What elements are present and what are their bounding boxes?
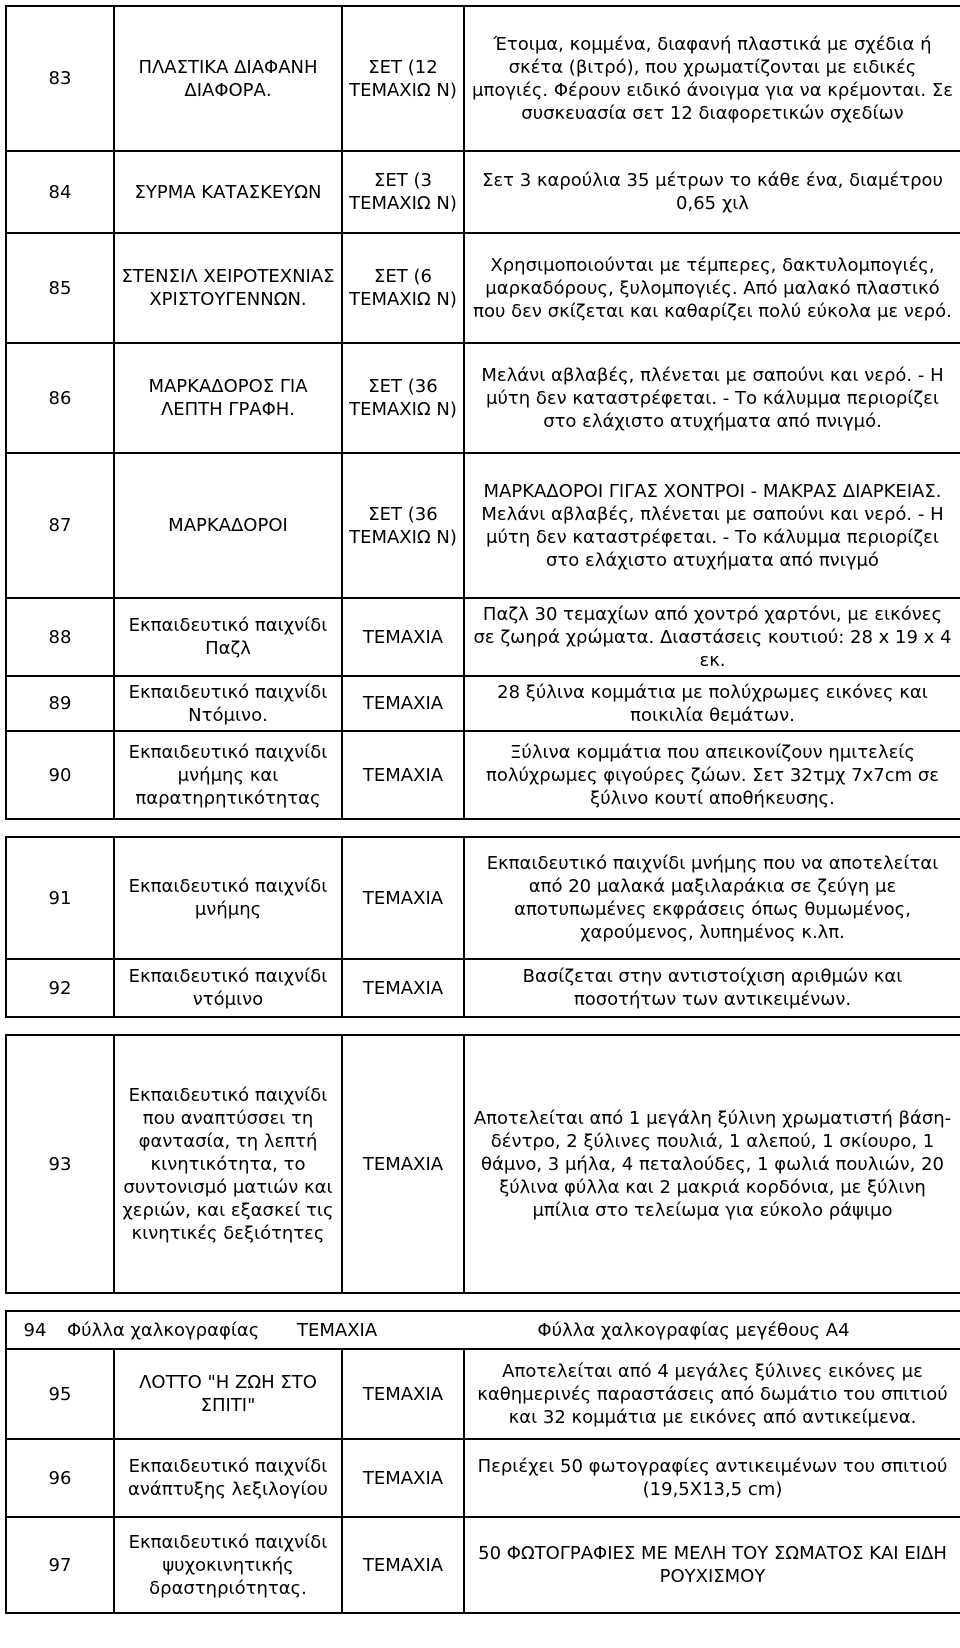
item-unit: ΣΕΤ (36 ΤΕΜΑΧΙΩ Ν): [342, 453, 464, 598]
item-name: Εκπαιδευτικό παιχνίδι μνήμης και παρατηρητικότητας: [114, 731, 342, 819]
item-number: 83: [6, 6, 114, 151]
item-unit: ΤΕΜΑΧΙΑ: [342, 1439, 464, 1517]
item-number: 85: [6, 233, 114, 343]
table-row: [6, 453, 960, 598]
item-name: ΠΛΑΣΤΙΚΑ ΔΙΑΦΑΝΗ ΔΙΑΦΟΡΑ.: [114, 6, 342, 151]
item-name: Εκπαιδευτικό παιχνίδι Παζλ: [114, 598, 342, 676]
table-row: [6, 1439, 960, 1517]
item-unit: ΤΕΜΑΧΙΑ: [342, 1035, 464, 1293]
item-description: Παζλ 30 τεμαχίων από χοντρό χαρτόνι, με εικόνες σε ζωηρά χρώματα. Διαστάσεις κουτιού: 28 x 19 x 4 εκ.: [464, 598, 960, 676]
table-row: [6, 1349, 960, 1439]
gap-cell: [6, 819, 960, 837]
item-name: Εκπαιδευτικό παιχνίδι ανάπτυξης λεξιλογίου: [114, 1439, 342, 1517]
item-description: Εκπαιδευτικό παιχνίδι μνήμης που να αποτελείται από 20 μαλακά μαξιλαράκια σε ζεύγη με αποτυπωμένες εκφράσεις όπως θυμωμένος, χαρούμενος, λυπημένος κ.λπ.: [464, 837, 960, 959]
table-row: [6, 151, 960, 233]
item-unit: ΣΕΤ (3 ΤΕΜΑΧΙΩ Ν): [342, 151, 464, 233]
wide-row-cell: [6, 1311, 960, 1349]
item-unit: ΤΕΜΑΧΙΑ: [342, 1517, 464, 1613]
items-table: [5, 5, 960, 1614]
table-row: [6, 598, 960, 676]
item-number: 96: [6, 1439, 114, 1517]
item-name: Εκπαιδευτικό παιχνίδι ψυχοκινητικής δραστηριότητας.: [114, 1517, 342, 1613]
gap-cell: [6, 1293, 960, 1311]
table-gap: [6, 1293, 960, 1311]
item-name: Εκπαιδευτικό παιχνίδι ντόμινο: [114, 959, 342, 1017]
item-unit: ΤΕΜΑΧΙΑ: [297, 1319, 378, 1341]
table-row: [6, 343, 960, 453]
item-description: ΜΑΡΚΑΔΟΡΟΙ ΓΙΓΑΣ ΧΟΝΤΡΟΙ - ΜΑΚΡΑΣ ΔΙΑΡΚΕΙΑΣ. Μελάνι αβλαβές, πλένεται με σαπούνι και νερό. - Η μύτη δεν καταστρέφεται. - Το κάλυμμα περιορίζει στο ελάχιστο ατυχήματα από πνιγμό: [464, 453, 960, 598]
item-unit: ΣΕΤ (6 ΤΕΜΑΧΙΩ Ν): [342, 233, 464, 343]
item-unit: ΤΕΜΑΧΙΑ: [342, 959, 464, 1017]
item-description: Αποτελείται από 4 μεγάλες ξύλινες εικόνες με καθημερινές παραστάσεις από δωμάτιο του σπιτιού και 32 κομμάτια με εικόνες από αντικείμενα.: [464, 1349, 960, 1439]
item-name: Εκπαιδευτικό παιχνίδι Ντόμινο.: [114, 676, 342, 731]
gap-cell: [6, 1017, 960, 1035]
item-name: Εκπαιδευτικό παιχνίδι μνήμης: [114, 837, 342, 959]
item-description: Φύλλα χαλκογραφίας μεγέθους Α4: [537, 1319, 850, 1341]
item-description: Βασίζεται στην αντιστοίχιση αριθμών και ποσοτήτων των αντικειμένων.: [464, 959, 960, 1017]
item-unit: ΤΕΜΑΧΙΑ: [342, 1349, 464, 1439]
item-description: Αποτελείται από 1 μεγάλη ξύλινη χρωματιστή βάση-δέντρο, 2 ξύλινες πουλιά, 1 αλεπού, 1 σκίουρο, 1 θάμνο, 3 μήλα, 4 πεταλούδες, 1 φωλιά πουλιών, 20 ξύλινα φύλλα και 2 μακριά κορδόνια, με ξύλινη μπίλια στο τελείωμα για εύκολο ράψιμο: [464, 1035, 960, 1293]
item-unit: ΣΕΤ (12 ΤΕΜΑΧΙΩ Ν): [342, 6, 464, 151]
item-description: Ξύλινα κομμάτια που απεικονίζουν ημιτελείς πολύχρωμες φιγούρες ζώων. Σετ 32τμχ 7x7cm σε ξύλινο κουτί αποθήκευσης.: [464, 731, 960, 819]
item-number: 84: [6, 151, 114, 233]
item-name: ΜΑΡΚΑΔΟΡΟΣ ΓΙΑ ΛΕΠΤΗ ΓΡΑΦΗ.: [114, 343, 342, 453]
item-number: 91: [6, 837, 114, 959]
item-name: Εκπαιδευτικό παιχνίδι που αναπτύσσει τη φαντασία, τη λεπτή κινητικότητα, το συντονισμό ματιών και χεριών, και εξασκεί τις κινητικές δεξιότητες: [114, 1035, 342, 1293]
item-name: ΛΟΤΤΟ "Η ΖΩΗ ΣΤΟ ΣΠΙΤΙ": [114, 1349, 342, 1439]
item-number: 92: [6, 959, 114, 1017]
table-row: [6, 1517, 960, 1613]
item-number: 97: [6, 1517, 114, 1613]
table-row: [6, 233, 960, 343]
table-row: [6, 731, 960, 819]
table-row: [6, 1311, 960, 1349]
item-name: ΜΑΡΚΑΔΟΡΟΙ: [114, 453, 342, 598]
item-number: 93: [6, 1035, 114, 1293]
item-number: 95: [6, 1349, 114, 1439]
item-unit: ΤΕΜΑΧΙΑ: [342, 837, 464, 959]
item-number: 86: [6, 343, 114, 453]
item-number: 87: [6, 453, 114, 598]
item-description: Περιέχει 50 φωτογραφίες αντικειμένων του σπιτιού (19,5Χ13,5 cm): [464, 1439, 960, 1517]
table-row: [6, 676, 960, 731]
item-description: 50 ΦΩΤΟΓΡΑΦΙΕΣ ΜΕ ΜΕΛΗ ΤΟΥ ΣΩΜΑΤΟΣ ΚΑΙ ΕΙΔΗ ΡΟΥΧΙΣΜΟΥ: [464, 1517, 960, 1613]
item-description: Μελάνι αβλαβές, πλένεται με σαπούνι και νερό. - Η μύτη δεν καταστρέφεται. - Το κάλυμμα περιορίζει στο ελάχιστο ατυχήματα από πνιγμό.: [464, 343, 960, 453]
item-unit: ΤΕΜΑΧΙΑ: [342, 731, 464, 819]
item-description: Χρησιμοποιούνται με τέμπερες, δακτυλομπογιές, μαρκαδόρους, ξυλομπογιές. Από μαλακό πλαστικό που δεν σκίζεται και καθαρίζει πολύ εύκολα με νερό.: [464, 233, 960, 343]
item-number: 94: [23, 1319, 47, 1341]
wide-row: [7, 1319, 960, 1342]
item-unit: ΤΕΜΑΧΙΑ: [342, 676, 464, 731]
item-unit: ΣΕΤ (36 ΤΕΜΑΧΙΩ Ν): [342, 343, 464, 453]
item-description: 28 ξύλινα κομμάτια με πολύχρωμες εικόνες και ποικιλία θεμάτων.: [464, 676, 960, 731]
table-gap: [6, 819, 960, 837]
item-number: 89: [6, 676, 114, 731]
item-description: Σετ 3 καρούλια 35 μέτρων το κάθε ένα, διαμέτρου 0,65 χιλ: [464, 151, 960, 233]
item-name: ΣΥΡΜΑ ΚΑΤΑΣΚΕΥΩΝ: [114, 151, 342, 233]
item-name: ΣΤΕΝΣΙΛ ΧΕΙΡΟΤΕΧΝΙΑΣ ΧΡΙΣΤΟΥΓΕΝΝΩΝ.: [114, 233, 342, 343]
item-number: 90: [6, 731, 114, 819]
table-gap: [6, 1017, 960, 1035]
table-row: [6, 959, 960, 1017]
item-name: Φύλλα χαλκογραφίας: [67, 1319, 260, 1341]
table-row: [6, 6, 960, 151]
item-number: 88: [6, 598, 114, 676]
table-row: [6, 1035, 960, 1293]
item-unit: ΤΕΜΑΧΙΑ: [342, 598, 464, 676]
table-row: [6, 837, 960, 959]
item-description: Έτοιμα, κομμένα, διαφανή πλαστικά με σχέδια ή σκέτα (βιτρό), που χρωματίζονται με ειδικές μπογιές. Φέρουν ειδικό άνοιγμα για να κρέμονται. Σε συσκευασία σετ 12 διαφορετικών σχεδίων: [464, 6, 960, 151]
